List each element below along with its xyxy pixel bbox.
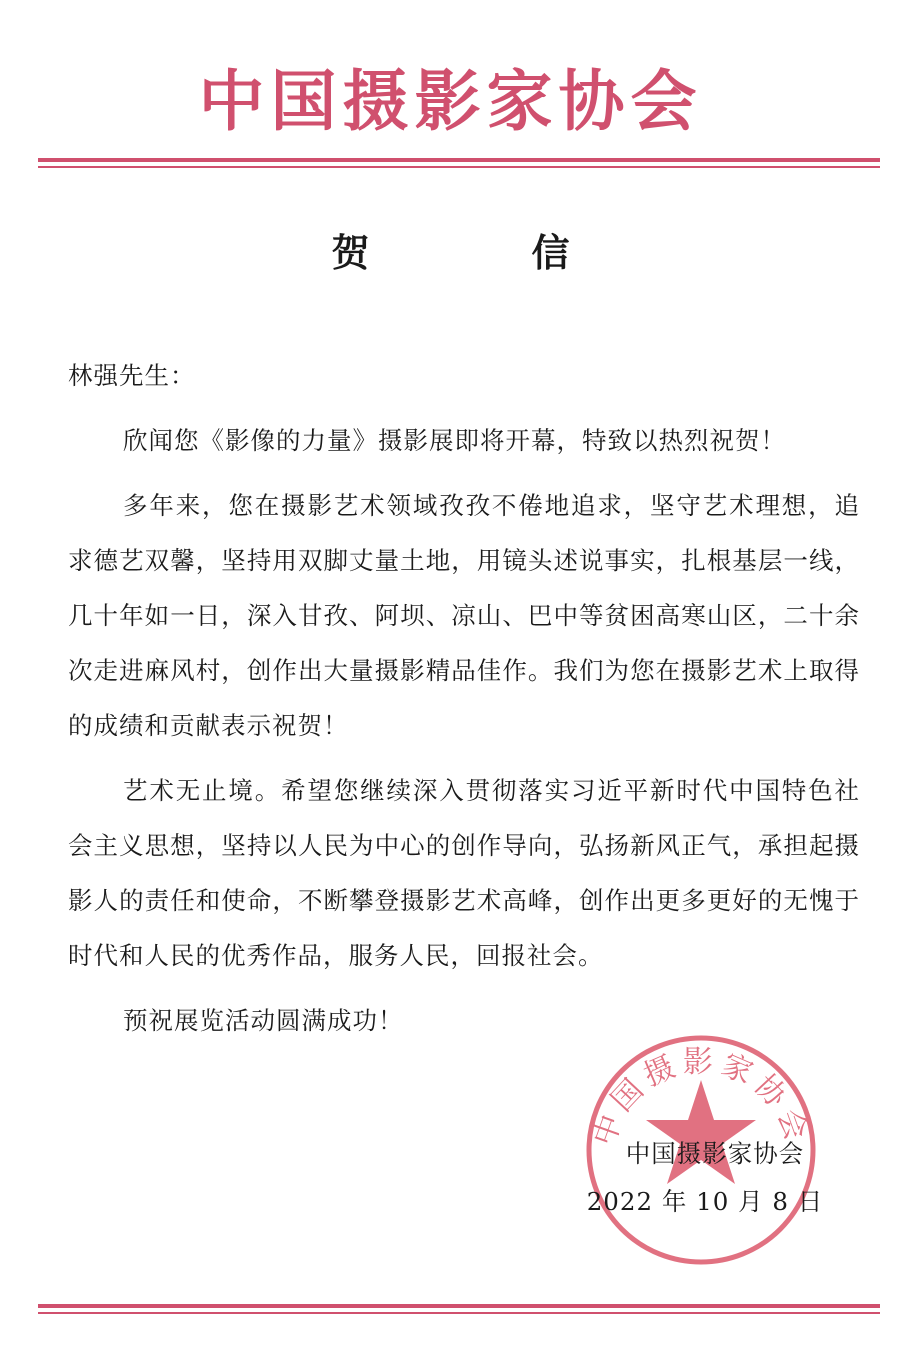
letterhead-org-name: 中国摄影家协会	[198, 63, 703, 140]
signature-date: 2022 年 10 月 8 日	[586, 1187, 824, 1216]
footer-rule-thick	[38, 1304, 880, 1308]
paragraph-wishes: 预祝展览活动圆满成功！	[123, 1006, 404, 1035]
paragraph-hopes: 艺术无止境。希望您继续深入贯彻落实习近平新时代中国特色社会主义思想，坚持以人民为中心的创作导向，弘扬新风正气，承担起摄影人的责任和使命，不断攀登摄影艺术高峰，创作出更多更好的无愧于时代和人民的优秀作品，服务人民，回报社会。	[68, 776, 860, 970]
signature-org: 中国摄影家协会	[625, 1139, 805, 1168]
signature-block	[560, 1130, 850, 1226]
paragraph-achievements: 多年来，您在摄影艺术领域孜孜不倦地追求，坚守艺术理想，追求德艺双馨，坚持用双脚丈量土地，用镜头述说事实，扎根基层一线，几十年如一日，深入甘孜、阿坝、凉山、巴中等贫困高寒山区，二十余次走进麻风村，创作出大量摄影精品佳作。我们为您在摄影艺术上取得的成绩和贡献表示祝贺！	[68, 491, 860, 740]
salutation: 林强先生：	[68, 361, 196, 390]
letterhead-rule-thick	[38, 158, 880, 162]
seal-text: 中国摄影家协会	[586, 1045, 816, 1151]
paragraph-congratulation: 欣闻您《影像的力量》摄影展即将开幕，特致以热烈祝贺！	[123, 426, 786, 455]
footer-rule-thin	[38, 1312, 880, 1314]
letterhead-rule-thin	[38, 166, 880, 168]
letter-body	[68, 348, 860, 1048]
document-title: 贺 信	[331, 231, 632, 275]
